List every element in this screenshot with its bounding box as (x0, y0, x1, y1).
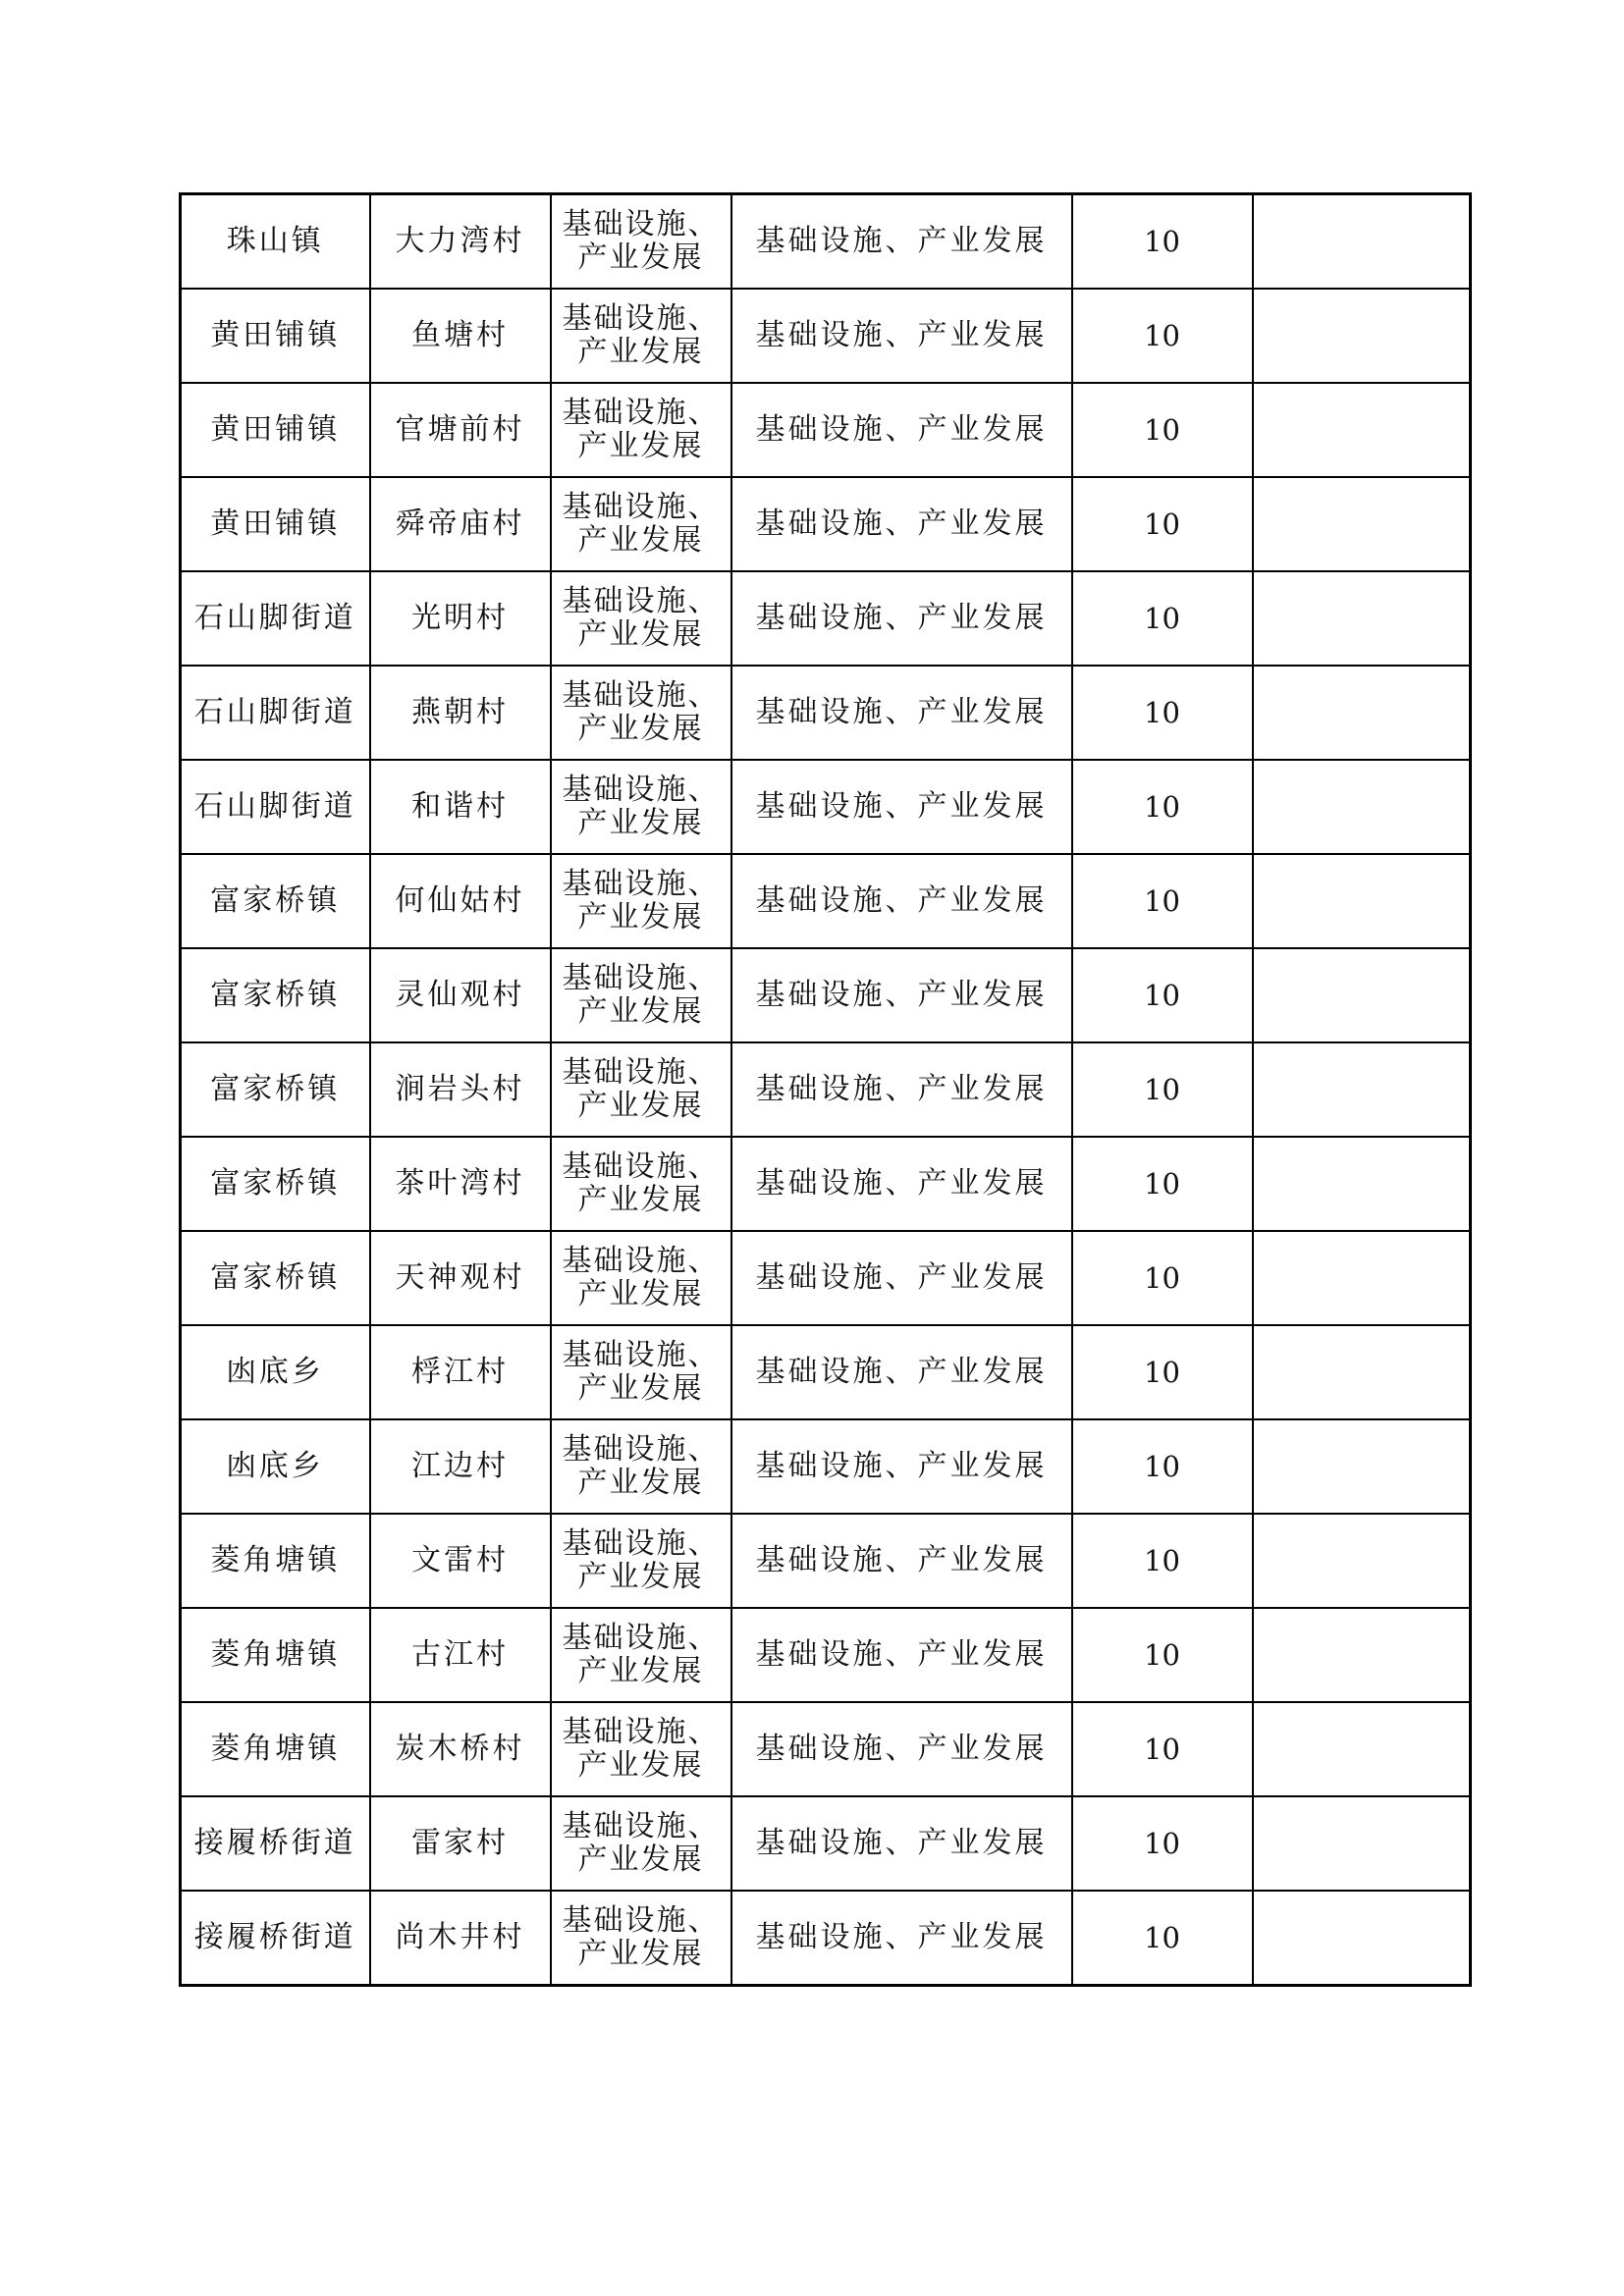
category-line-1: 基础设施、 (562, 1149, 720, 1184)
content-cell: 基础设施、产业发展 (731, 1231, 1072, 1325)
village-cell: 炭木桥村 (370, 1702, 551, 1796)
category-line-2: 产业发展 (577, 617, 704, 652)
amount-cell: 10 (1072, 1325, 1253, 1419)
amount-cell: 10 (1072, 1891, 1253, 1986)
table-body (181, 194, 1471, 1986)
village-cell: 何仙姑村 (370, 854, 551, 948)
table-row (181, 194, 1471, 290)
remark-cell (1253, 194, 1471, 290)
village-cell: 桴江村 (370, 1325, 551, 1419)
category-cell (551, 1608, 731, 1702)
category-line-1: 基础设施、 (562, 1715, 720, 1749)
town-cell: 石山脚街道 (181, 760, 370, 854)
category-line-1: 基础设施、 (562, 490, 720, 524)
category-cell (551, 1419, 731, 1514)
content-cell: 基础设施、产业发展 (731, 1891, 1072, 1986)
town-cell: 菱角塘镇 (181, 1608, 370, 1702)
amount-cell: 10 (1072, 1137, 1253, 1231)
table-row (181, 383, 1471, 477)
category-cell (551, 289, 731, 383)
category-line-1: 基础设施、 (562, 1244, 720, 1278)
village-project-table (179, 192, 1472, 1987)
category-cell (551, 666, 731, 760)
content-cell: 基础设施、产业发展 (731, 194, 1072, 290)
category-line-2: 产业发展 (577, 1937, 704, 1971)
table-row (181, 1042, 1471, 1137)
town-cell: 富家桥镇 (181, 1137, 370, 1231)
category-cell (551, 477, 731, 571)
town-cell: 黄田铺镇 (181, 383, 370, 477)
amount-cell: 10 (1072, 1796, 1253, 1891)
category-line-1: 基础设施、 (562, 1338, 720, 1372)
remark-cell (1253, 1608, 1471, 1702)
town-cell: 石山脚街道 (181, 571, 370, 666)
village-cell: 涧岩头村 (370, 1042, 551, 1137)
remark-cell (1253, 1325, 1471, 1419)
category-line-2: 产业发展 (577, 1183, 704, 1217)
remark-cell (1253, 1137, 1471, 1231)
content-cell: 基础设施、产业发展 (731, 1796, 1072, 1891)
amount-cell: 10 (1072, 1702, 1253, 1796)
town-cell: 接履桥街道 (181, 1891, 370, 1986)
remark-cell (1253, 289, 1471, 383)
content-cell: 基础设施、产业发展 (731, 477, 1072, 571)
village-cell: 江边村 (370, 1419, 551, 1514)
category-line-1: 基础设施、 (562, 1055, 720, 1090)
table-row (181, 1608, 1471, 1702)
category-line-1: 基础设施、 (562, 773, 720, 807)
village-cell: 燕朝村 (370, 666, 551, 760)
amount-cell: 10 (1072, 383, 1253, 477)
town-cell: 富家桥镇 (181, 854, 370, 948)
amount-cell: 10 (1072, 194, 1253, 290)
category-cell (551, 760, 731, 854)
town-cell: 黄田铺镇 (181, 289, 370, 383)
table-row (181, 666, 1471, 760)
remark-cell (1253, 477, 1471, 571)
amount-cell: 10 (1072, 571, 1253, 666)
village-cell: 茶叶湾村 (370, 1137, 551, 1231)
content-cell: 基础设施、产业发展 (731, 383, 1072, 477)
content-cell: 基础设施、产业发展 (731, 1608, 1072, 1702)
category-cell (551, 1042, 731, 1137)
category-cell (551, 948, 731, 1042)
table-row (181, 1891, 1471, 1986)
table-row (181, 1325, 1471, 1419)
category-cell (551, 854, 731, 948)
town-cell: 珠山镇 (181, 194, 370, 290)
amount-cell: 10 (1072, 289, 1253, 383)
category-cell (551, 1231, 731, 1325)
remark-cell (1253, 760, 1471, 854)
category-cell (551, 194, 731, 290)
category-line-1: 基础设施、 (562, 207, 720, 241)
remark-cell (1253, 1891, 1471, 1986)
category-cell (551, 1514, 731, 1608)
category-line-1: 基础设施、 (562, 396, 720, 430)
category-line-2: 产业发展 (577, 240, 704, 275)
category-line-2: 产业发展 (577, 1654, 704, 1688)
table-row (181, 289, 1471, 383)
content-cell: 基础设施、产业发展 (731, 1702, 1072, 1796)
content-cell: 基础设施、产业发展 (731, 948, 1072, 1042)
category-cell (551, 1325, 731, 1419)
town-cell: 富家桥镇 (181, 948, 370, 1042)
category-cell (551, 571, 731, 666)
category-line-1: 基础设施、 (562, 867, 720, 901)
category-line-2: 产业发展 (577, 806, 704, 840)
category-line-2: 产业发展 (577, 1277, 704, 1311)
village-cell: 灵仙观村 (370, 948, 551, 1042)
village-cell: 和谐村 (370, 760, 551, 854)
table-row (181, 571, 1471, 666)
remark-cell (1253, 571, 1471, 666)
category-line-2: 产业发展 (577, 994, 704, 1029)
amount-cell: 10 (1072, 1514, 1253, 1608)
content-cell: 基础设施、产业发展 (731, 1325, 1072, 1419)
remark-cell (1253, 1514, 1471, 1608)
category-cell (551, 1891, 731, 1986)
town-cell: 石山脚街道 (181, 666, 370, 760)
category-line-1: 基础设施、 (562, 1809, 720, 1843)
table-row (181, 1231, 1471, 1325)
remark-cell (1253, 1042, 1471, 1137)
category-line-2: 产业发展 (577, 900, 704, 934)
category-line-1: 基础设施、 (562, 961, 720, 995)
category-line-1: 基础设施、 (562, 678, 720, 713)
category-cell (551, 1137, 731, 1231)
village-cell: 古江村 (370, 1608, 551, 1702)
table-row (181, 477, 1471, 571)
village-cell: 尚木井村 (370, 1891, 551, 1986)
village-cell: 大力湾村 (370, 194, 551, 290)
amount-cell: 10 (1072, 1608, 1253, 1702)
amount-cell: 10 (1072, 760, 1253, 854)
content-cell: 基础设施、产业发展 (731, 1514, 1072, 1608)
amount-cell: 10 (1072, 1231, 1253, 1325)
remark-cell (1253, 383, 1471, 477)
town-cell: 黄田铺镇 (181, 477, 370, 571)
content-cell: 基础设施、产业发展 (731, 1419, 1072, 1514)
category-line-2: 产业发展 (577, 712, 704, 746)
content-cell: 基础设施、产业发展 (731, 854, 1072, 948)
table-row (181, 1419, 1471, 1514)
category-line-2: 产业发展 (577, 1089, 704, 1123)
table-row (181, 1514, 1471, 1608)
village-cell: 文雷村 (370, 1514, 551, 1608)
table-row (181, 854, 1471, 948)
remark-cell (1253, 1419, 1471, 1514)
remark-cell (1253, 1702, 1471, 1796)
table-row (181, 948, 1471, 1042)
category-line-2: 产业发展 (577, 1842, 704, 1877)
remark-cell (1253, 1231, 1471, 1325)
town-cell: 菱角塘镇 (181, 1514, 370, 1608)
town-cell: 富家桥镇 (181, 1231, 370, 1325)
remark-cell (1253, 1796, 1471, 1891)
category-line-2: 产业发展 (577, 1466, 704, 1500)
table-row (181, 1137, 1471, 1231)
amount-cell: 10 (1072, 666, 1253, 760)
content-cell: 基础设施、产业发展 (731, 666, 1072, 760)
table-row (181, 1796, 1471, 1891)
category-line-2: 产业发展 (577, 1371, 704, 1406)
content-cell: 基础设施、产业发展 (731, 289, 1072, 383)
category-line-1: 基础设施、 (562, 1621, 720, 1655)
village-cell: 光明村 (370, 571, 551, 666)
town-cell: 凼底乡 (181, 1325, 370, 1419)
village-cell: 天神观村 (370, 1231, 551, 1325)
category-line-1: 基础设施、 (562, 1432, 720, 1467)
town-cell: 接履桥街道 (181, 1796, 370, 1891)
category-cell (551, 1796, 731, 1891)
category-line-1: 基础设施、 (562, 584, 720, 618)
remark-cell (1253, 854, 1471, 948)
village-cell: 鱼塘村 (370, 289, 551, 383)
category-line-2: 产业发展 (577, 335, 704, 369)
category-cell (551, 383, 731, 477)
content-cell: 基础设施、产业发展 (731, 760, 1072, 854)
town-cell: 凼底乡 (181, 1419, 370, 1514)
amount-cell: 10 (1072, 1419, 1253, 1514)
category-line-2: 产业发展 (577, 1560, 704, 1594)
content-cell: 基础设施、产业发展 (731, 571, 1072, 666)
village-cell: 舜帝庙村 (370, 477, 551, 571)
amount-cell: 10 (1072, 1042, 1253, 1137)
table-row (181, 760, 1471, 854)
village-cell: 雷家村 (370, 1796, 551, 1891)
content-cell: 基础设施、产业发展 (731, 1042, 1072, 1137)
category-line-2: 产业发展 (577, 429, 704, 463)
village-cell: 官塘前村 (370, 383, 551, 477)
category-line-1: 基础设施、 (562, 1526, 720, 1561)
category-line-2: 产业发展 (577, 523, 704, 558)
remark-cell (1253, 666, 1471, 760)
category-cell (551, 1702, 731, 1796)
content-cell: 基础设施、产业发展 (731, 1137, 1072, 1231)
category-line-1: 基础设施、 (562, 1903, 720, 1938)
category-line-1: 基础设施、 (562, 301, 720, 336)
town-cell: 富家桥镇 (181, 1042, 370, 1137)
remark-cell (1253, 948, 1471, 1042)
town-cell: 菱角塘镇 (181, 1702, 370, 1796)
amount-cell: 10 (1072, 948, 1253, 1042)
table-row (181, 1702, 1471, 1796)
category-line-2: 产业发展 (577, 1748, 704, 1783)
amount-cell: 10 (1072, 854, 1253, 948)
amount-cell: 10 (1072, 477, 1253, 571)
